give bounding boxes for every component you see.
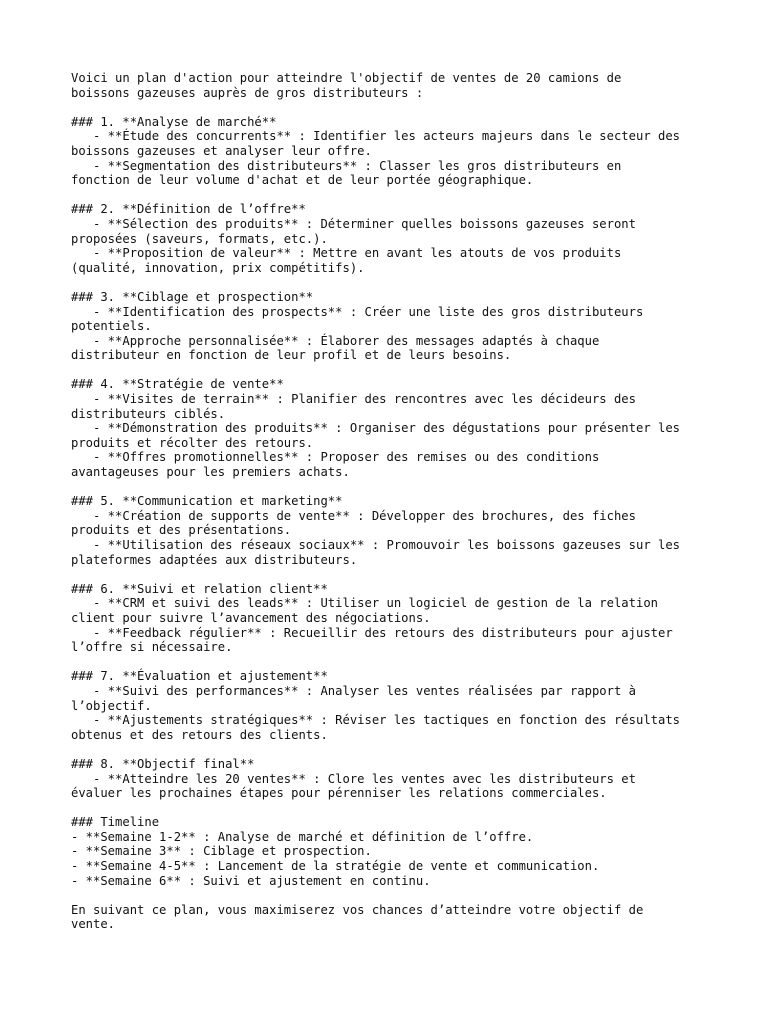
text-line: - **Semaine 3** : Ciblage et prospection. (71, 844, 372, 859)
text-line: - **Atteindre les 20 ventes** : Clore les ventes avec les distributeurs et (71, 771, 636, 786)
text-line: - **Étude des concurrents** : Identifier les acteurs majeurs dans le secteur des (71, 129, 681, 144)
text-line: - **Suivi des performances** : Analyser les ventes réalisées par rapport à (71, 683, 636, 698)
text-line: boissons gazeuses et analyser leur offre. (71, 143, 372, 158)
text-line: - **CRM et suivi des leads** : Utiliser un logiciel de gestion de la relation (71, 596, 658, 611)
text-line: client pour suivre l’avancement des négociations. (71, 610, 431, 625)
text-line: - **Proposition de valeur** : Mettre en avant les atouts de vos produits (71, 246, 622, 261)
text-line: potentiels. (71, 319, 152, 334)
section-heading: ### 8. **Objectif final** (71, 756, 255, 771)
text-line: - **Ajustements stratégiques** : Réviser les tactiques en fonction des résultats (71, 713, 681, 728)
blank-line (71, 188, 711, 203)
text-line: distributeur en fonction de leur profil et de leurs besoins. (71, 348, 512, 363)
text-line: plateformes adaptées aux distributeurs. (71, 552, 358, 567)
text-line: - **Feedback régulier** : Recueillir des retours des distributeurs pour ajuster (71, 625, 673, 640)
section-heading: ### 2. **Définition de l’offre** (71, 202, 306, 217)
section-heading: ### 4. **Stratégie de vente** (71, 377, 284, 392)
text-line: - **Semaine 6** : Suivi et ajustement en continu. (71, 873, 431, 888)
text-line: évaluer les prochaines étapes pour pérenniser les relations commerciales. (71, 786, 607, 801)
text-line: - **Utilisation des réseaux sociaux** : Promouvoir les boissons gazeuses sur les (71, 538, 681, 552)
text-line: - **Semaine 1-2** : Analyse de marché et définition de l’offre. (71, 829, 534, 844)
section-heading: ### 7. **Évaluation et ajustement** (71, 669, 328, 684)
blank-line (71, 275, 711, 290)
text-line: vente. (71, 917, 116, 932)
text-line: produits et des présentations. (71, 523, 292, 538)
section-heading: ### 3. **Ciblage et prospection** (71, 289, 314, 304)
text-line: - **Semaine 4-5** : Lancement de la stratégie de vente et communication. (71, 859, 600, 874)
text-line: proposées (saveurs, formats, etc.). (71, 231, 328, 246)
text-line: En suivant ce plan, vous maximiserez vos chances d’atteindre votre objectif de (71, 902, 644, 917)
text-line: avantageuses pour les premiers achats. (71, 465, 350, 480)
text-line: - **Sélection des produits** : Déterminer quelles boissons gazeuses seront (71, 216, 636, 231)
document-body (71, 71, 711, 932)
text-line: - **Démonstration des produits** : Organiser des dégustations pour présenter les (71, 421, 681, 436)
text-line: (qualité, innovation, prix compétitifs). (71, 260, 365, 275)
text-line: - **Visites de terrain** : Planifier des rencontres avec les décideurs des (71, 392, 636, 407)
blank-line (71, 363, 711, 378)
text-line: Voici un plan d'action pour atteindre l'objectif de ventes de 20 camions de (71, 71, 622, 85)
blank-line (71, 567, 711, 582)
blank-line (71, 801, 711, 816)
text-line: - **Approche personnalisée** : Élaborer des messages adaptés à chaque (71, 333, 600, 348)
text-line: boissons gazeuses auprès de gros distributeurs : (71, 85, 424, 100)
blank-line (71, 480, 711, 495)
text-line: - **Identification des prospects** : Créer une liste des gros distributeurs (71, 304, 644, 319)
text-line: produits et récolter des retours. (71, 435, 314, 450)
text-line: distributeurs ciblés. (71, 406, 226, 421)
section-heading: ### 1. **Analyse de marché** (71, 114, 277, 129)
blank-line (71, 742, 711, 757)
section-heading: ### 6. **Suivi et relation client** (71, 581, 328, 596)
text-line: l’offre si nécessaire. (71, 640, 233, 655)
blank-line (71, 100, 711, 115)
section-heading: ### Timeline (71, 815, 160, 830)
text-line: - **Création de supports de vente** : Développer des brochures, des fiches (71, 508, 636, 523)
text-line: - **Offres promotionnelles** : Proposer des remises ou des conditions (71, 450, 600, 465)
blank-line (71, 655, 711, 670)
text-line: l’objectif. (71, 698, 152, 713)
blank-line (71, 888, 711, 903)
text-line: fonction de leur volume d'achat et de leur portée géographique. (71, 173, 534, 188)
section-heading: ### 5. **Communication et marketing** (71, 494, 343, 509)
text-line: obtenus et des retours des clients. (71, 727, 328, 742)
text-line: - **Segmentation des distributeurs** : Classer les gros distributeurs en (71, 158, 622, 173)
